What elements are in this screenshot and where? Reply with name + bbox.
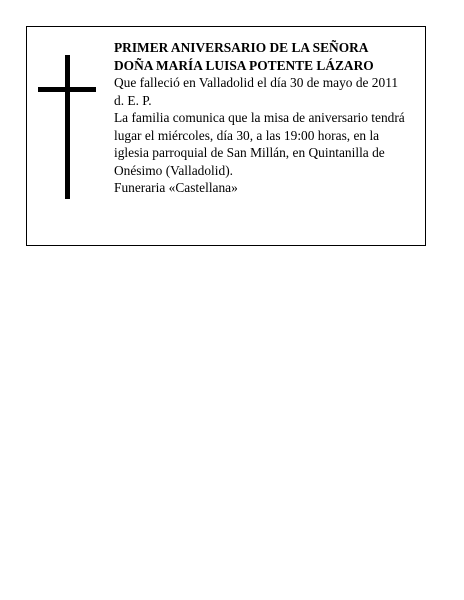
notice-text [114,39,417,197]
cross-vertical-bar [65,55,70,199]
heading-line-1: PRIMER ANIVERSARIO DE LA SEÑORA [114,40,369,55]
heading-line-2: DOÑA MARÍA LUISA POTENTE LÁZARO [114,57,374,73]
rip-line: d. E. P. [114,92,152,108]
death-line: Que falleció en Valladolid el día 30 de mayo de 2011 [114,75,399,90]
mass-announcement: La familia comunica que la misa de aniversario tendrá lugar el miércoles, día 30, a las 19:00 horas, en la iglesia parroquial de San Millán, en Quintanilla de Onésimo (Valladolid). [114,110,405,178]
cross-horizontal-bar [38,87,96,92]
obituary-notice [26,26,426,246]
funeral-home: Funeraria «Castellana» [114,180,238,195]
latin-cross-icon [38,55,96,199]
